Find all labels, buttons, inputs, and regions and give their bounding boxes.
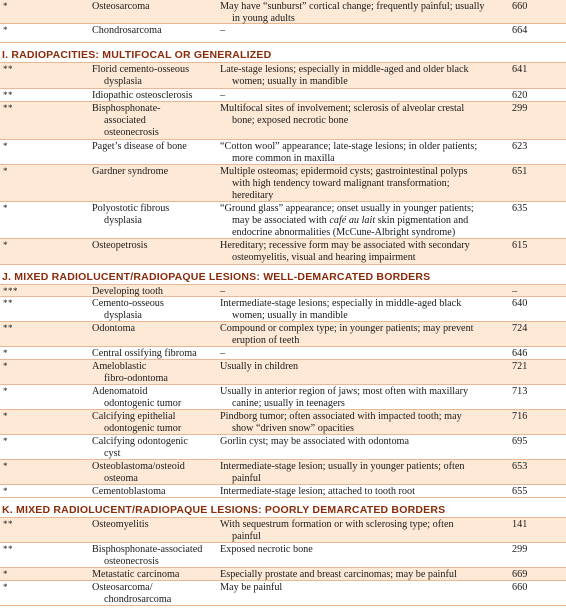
lesion-name: Osteopetrosis — [92, 240, 148, 251]
page-number: 716 — [512, 411, 528, 422]
lesion-name: Odontoma — [92, 323, 136, 334]
page-number: 713 — [512, 386, 528, 397]
table-row — [0, 285, 566, 297]
lesion-name: Osteomyelitis — [92, 519, 149, 530]
frequency-marker: * — [3, 486, 8, 496]
page-number: 724 — [512, 323, 528, 334]
frequency-marker: * — [3, 386, 8, 396]
page-number: 695 — [512, 436, 528, 447]
lesion-name: Cemento-osseous dysplasia — [92, 298, 164, 322]
lesion-name: Osteosarcoma/ chondrosarcoma — [92, 582, 172, 606]
table-row — [0, 89, 566, 102]
section-heading: K. MIXED RADIOLUCENT/RADIOPAQUE LESIONS: POORLY DEMARCATED BORDERS — [0, 498, 566, 518]
page-number: 635 — [512, 203, 528, 214]
frequency-marker: * — [3, 436, 8, 446]
lesion-name: Osteoblastoma/osteoid osteoma — [92, 461, 185, 485]
lesion-features: Intermediate-stage lesions; especially in middle-aged black women; usually in mandible — [220, 298, 462, 322]
table-row — [0, 568, 566, 581]
page-number: 141 — [512, 519, 528, 530]
lesion-features: Gorlin cyst; may be associated with odontoma — [220, 436, 409, 447]
table-row — [0, 460, 566, 485]
page-number: 641 — [512, 64, 528, 75]
page-number: 640 — [512, 298, 528, 309]
table-row — [0, 347, 566, 360]
lesion-name: Ameloblastic fibro-odontoma — [92, 361, 168, 385]
table-row — [0, 202, 566, 239]
lesion-name: Gardner syndrome — [92, 166, 169, 177]
table-row — [0, 24, 566, 43]
frequency-marker: * — [3, 203, 8, 213]
lesion-features: – — [220, 286, 226, 297]
table-row — [0, 485, 566, 498]
lesion-name: Calcifying odontogenic cyst — [92, 436, 188, 460]
lesion-features: Intermediate-stage lesion; attached to tooth root — [220, 486, 415, 497]
page-number: 660 — [512, 582, 528, 593]
frequency-marker: ** — [3, 544, 13, 554]
frequency-marker: *** — [3, 286, 18, 296]
lesion-features: Compound or complex type; in younger patients; may prevent eruption of teeth — [220, 323, 474, 347]
lesion-features: – — [220, 90, 226, 101]
page-number: 651 — [512, 166, 528, 177]
lesion-features: – — [220, 348, 226, 359]
table-row — [0, 435, 566, 460]
lesion-name: Paget’s disease of bone — [92, 141, 187, 152]
lesion-features: Multifocal sites of involvement; sclerosis of alveolar crestal bone; exposed necrotic bone — [220, 103, 465, 127]
lesion-name: Calcifying epithelial odontogenic tumor — [92, 411, 182, 435]
lesion-features: “Cotton wool” appearance; late-stage lesions; in older patients; more common in maxilla — [220, 141, 478, 165]
frequency-marker: * — [3, 569, 8, 579]
table-row — [0, 410, 566, 435]
frequency-marker: * — [3, 166, 8, 176]
lesion-features: Late-stage lesions; especially in middle-aged and older black women; usually in mandible — [220, 64, 469, 88]
lesion-name: Polyostotic fibrous dysplasia — [92, 203, 170, 227]
frequency-marker: ** — [3, 90, 13, 100]
lesion-name: Adenomatoid odontogenic tumor — [92, 386, 182, 410]
lesion-name: Bisphosphonate-associated osteonecrosis — [92, 544, 203, 568]
page-number: 669 — [512, 569, 528, 580]
lesion-features: “Ground glass” appearance; onset usually in younger patients; may be associated with café au lait skin pigmentation and endocrine abnormalities (McCune-Albright syndrome) — [220, 203, 474, 239]
lesion-name: Idiopathic osteosclerosis — [92, 90, 193, 101]
lesion-features: With sequestrum formation or with sclerosing type; often painful — [220, 519, 454, 543]
lesion-features: Exposed necrotic bone — [220, 544, 313, 555]
page-number: – — [512, 286, 518, 297]
table-row — [0, 322, 566, 347]
section-heading: I. RADIOPACITIES: MULTIFOCAL OR GENERALIZED — [0, 43, 566, 63]
frequency-marker: * — [3, 411, 8, 421]
lesion-name: Cementoblastoma — [92, 486, 166, 497]
lesion-name: Osteosarcoma — [92, 1, 150, 12]
table-row — [0, 518, 566, 543]
page-number: 299 — [512, 103, 528, 114]
frequency-marker: ** — [3, 519, 13, 529]
frequency-marker: * — [3, 240, 8, 250]
page-number: 623 — [512, 141, 528, 152]
lesion-name: Bisphosphonate- associated osteonecrosis — [92, 103, 161, 139]
frequency-marker: * — [3, 461, 8, 471]
table-row — [0, 239, 566, 265]
page-number: 653 — [512, 461, 528, 472]
lesion-name: Metastatic carcinoma — [92, 569, 180, 580]
lesion-features: Usually in children — [220, 361, 299, 372]
lesion-features: Hereditary; recessive form may be associated with secondary osteomyelitis, visual and hearing impairment — [220, 240, 470, 264]
frequency-marker: ** — [3, 64, 13, 74]
frequency-marker: * — [3, 582, 8, 592]
lesion-features: Usually in anterior region of jaws; most often with maxillary canine; usually in teenagers — [220, 386, 469, 410]
lesion-name: Developing tooth — [92, 286, 164, 297]
table-row — [0, 297, 566, 322]
section-heading: J. MIXED RADIOLUCENT/RADIOPAQUE LESIONS: WELL-DEMARCATED BORDERS — [0, 265, 566, 285]
table-row — [0, 581, 566, 606]
frequency-marker: ** — [3, 323, 13, 333]
frequency-marker: * — [3, 348, 8, 358]
lesion-features: May be painful — [220, 582, 283, 593]
frequency-marker: * — [3, 25, 8, 35]
page-number: 615 — [512, 240, 528, 251]
lesion-name: Florid cemento-osseous dysplasia — [92, 64, 190, 88]
table-row — [0, 165, 566, 202]
lesion-features: Especially prostate and breast carcinomas; may be painful — [220, 569, 457, 580]
frequency-marker: ** — [3, 103, 13, 113]
table-row — [0, 360, 566, 385]
table-row — [0, 102, 566, 140]
lesion-features: Multiple osteomas; epidermoid cysts; gastrointestinal polyps with high tendency toward malignant transformation; hereditary — [220, 166, 468, 202]
lesion-name: Chondrosarcoma — [92, 25, 162, 36]
lesion-features: – — [220, 25, 226, 36]
table-row — [0, 63, 566, 89]
page-number: 655 — [512, 486, 528, 497]
page-number: 721 — [512, 361, 528, 372]
page-number: 299 — [512, 544, 528, 555]
table-row — [0, 0, 566, 24]
table-row — [0, 543, 566, 568]
lesion-features: May have “sunburst” cortical change; frequently painful; usually in young adults — [220, 1, 485, 25]
frequency-marker: * — [3, 141, 8, 151]
page-number: 660 — [512, 1, 528, 12]
lesion-features: Pindborg tumor; often associated with impacted tooth; may show “driven snow” opacities — [220, 411, 462, 435]
frequency-marker: ** — [3, 298, 13, 308]
table-row — [0, 140, 566, 165]
lesion-name: Central ossifying fibroma — [92, 348, 197, 359]
page-number: 664 — [512, 25, 528, 36]
page-number: 620 — [512, 90, 528, 101]
lesion-features: Intermediate-stage lesion; usually in younger patients; often painful — [220, 461, 465, 485]
page-number: 646 — [512, 348, 528, 359]
table-row — [0, 385, 566, 410]
frequency-marker: * — [3, 1, 8, 11]
frequency-marker: * — [3, 361, 8, 371]
